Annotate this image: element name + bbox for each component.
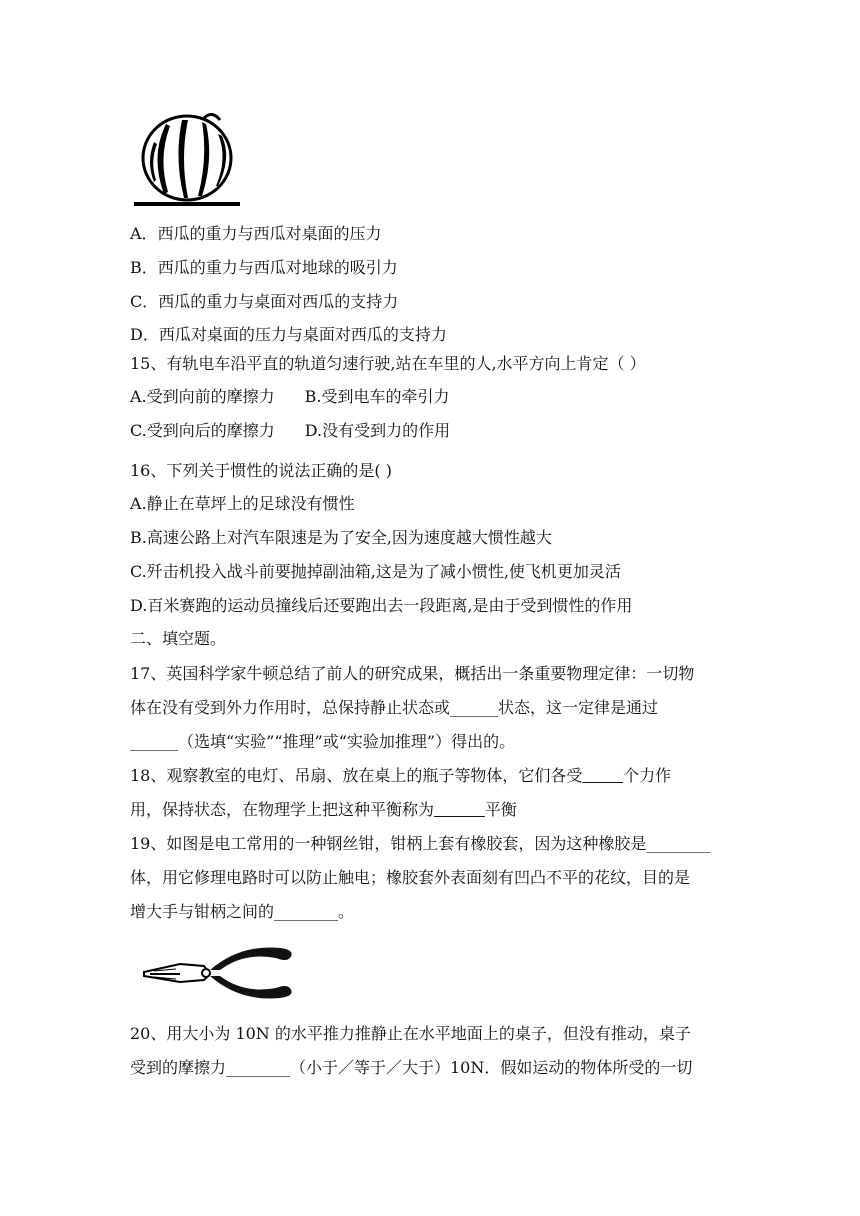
q20-line-1: 20、用大小为 10N 的水平推力推静止在水平地面上的桌子，但没有推动，桌子 [130,1024,691,1043]
q19-line-2: 体，用它修理电路时可以防止触电；橡胶套外表面刻有凹凸不平的花纹，目的是 [130,868,691,887]
q15-stem: 15、有轨电车沿平直的轨道匀速行驶,站在车里的人,水平方向上肯定（ ） [130,354,646,373]
q15-options-row1 [130,386,450,408]
q18-line-2 [130,799,517,821]
q18-text-2: 个力作 [623,766,672,785]
q15-options-row2 [130,420,450,442]
q15-option-c: C.受到向后的摩擦力 [130,421,275,440]
q16-option-a: A.静止在草坪上的足球没有惯性 [130,494,355,513]
q14-option-a: A．西瓜的重力与西瓜对桌面的压力 [130,224,382,243]
q18-blank-1[interactable] [582,766,623,785]
q14-option-c: C．西瓜的重力与桌面对西瓜的支持力 [130,292,399,311]
q17-line-3: ______（选填“实验”“推理”或“实验加推理”）得出的。 [130,732,516,751]
q18-blank-2[interactable] [434,800,485,819]
q18-line-1 [130,765,671,787]
q15-option-d: D.没有受到力的作用 [304,421,451,440]
q17-line-1: 17、英国科学家牛顿总结了前人的研究成果，概括出一条重要物理定律：一切物 [130,664,695,683]
q14-option-b: B．西瓜的重力与西瓜对地球的吸引力 [130,258,398,277]
q15-option-a: A.受到向前的摩擦力 [130,387,275,406]
q18-text-3: 用，保持状态，在物理学上把这种平衡称为 [130,800,435,819]
q16-option-d: D.百米赛跑的运动员撞线后还要跑出去一段距离,是由于受到惯性的作用 [130,596,633,615]
q16-option-c: C.歼击机投入战斗前要抛掉副油箱,这是为了减小惯性,使飞机更加灵活 [130,562,621,581]
q17-line-2: 体在没有受到外力作用时，总保持静止状态或______状态，这一定律是通过 [130,698,659,717]
q20-line-2: 受到的摩擦力________（小于／等于／大于）10N．假如运动的物体所受的一切 [130,1058,693,1077]
q18-text-4: 平衡 [484,800,517,819]
q16-option-b: B.高速公路上对汽车限速是为了安全,因为速度越大惯性越大 [130,528,552,547]
q19-line-3: 增大手与钳柄之间的________。 [130,902,355,921]
q19-line-1: 19、如图是电工常用的一种钢丝钳，钳柄上套有橡胶套，因为这种橡胶是________ [130,834,711,853]
q15-option-b: B.受到电车的牵引力 [304,387,450,406]
q18-text-1: 18、观察教室的电灯、吊扇、放在桌上的瓶子等物体，它们各受 [130,766,583,785]
section-heading: 二、填空题。 [130,629,227,648]
watermelon-figure [132,112,242,212]
q16-stem: 16、下列关于惯性的说法正确的是( ) [130,461,392,480]
q14-option-d: D．西瓜对桌面的压力与桌面对西瓜的支持力 [130,325,447,344]
pliers-figure [140,944,300,1006]
